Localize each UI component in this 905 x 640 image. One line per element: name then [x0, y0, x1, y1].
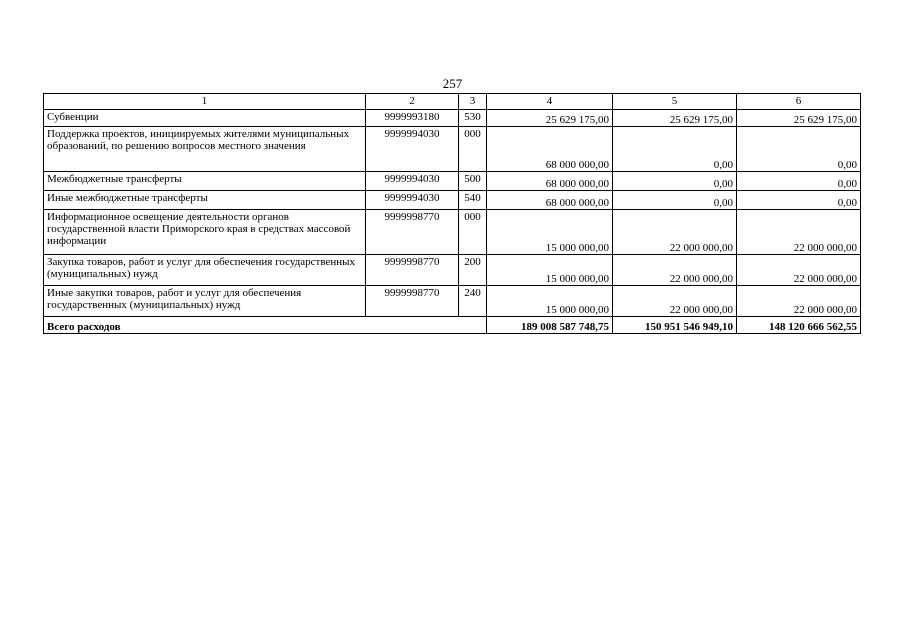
table-row [44, 255, 861, 286]
table-row [44, 191, 861, 210]
row-code: 9999994030 [366, 191, 459, 210]
total-value-3: 148 120 666 562,55 [737, 317, 861, 334]
column-header: 2 [366, 94, 459, 110]
row-value-2: 0,00 [613, 172, 737, 191]
row-value-3: 0,00 [737, 191, 861, 210]
row-code: 9999994030 [366, 127, 459, 172]
row-code: 9999998770 [366, 210, 459, 255]
row-value-2: 0,00 [613, 191, 737, 210]
row-type: 500 [459, 172, 487, 191]
row-code: 9999998770 [366, 255, 459, 286]
column-header: 4 [487, 94, 613, 110]
row-value-1: 68 000 000,00 [487, 127, 613, 172]
row-value-3: 22 000 000,00 [737, 286, 861, 317]
row-name: Иные закупки товаров, работ и услуг для обеспечения государственных (муниципальных) нужд [44, 286, 366, 317]
row-name: Поддержка проектов, инициируемых жителями муниципальных образований, по решению вопросов местного значения [44, 127, 366, 172]
page-number: 257 [442, 76, 463, 91]
row-name: Закупка товаров, работ и услуг для обеспечения государственных (муниципальных) нужд [44, 255, 366, 286]
budget-table [43, 93, 861, 334]
column-header: 5 [613, 94, 737, 110]
row-value-1: 15 000 000,00 [487, 286, 613, 317]
row-value-1: 68 000 000,00 [487, 172, 613, 191]
table-row [44, 110, 861, 127]
row-value-2: 22 000 000,00 [613, 255, 737, 286]
table-row [44, 286, 861, 317]
total-label: Всего расходов [44, 317, 487, 334]
row-name: Информационное освещение деятельности органов государственной власти Приморского края в средствах массовой информации [44, 210, 366, 255]
row-value-2: 0,00 [613, 127, 737, 172]
row-value-3: 25 629 175,00 [737, 110, 861, 127]
row-type: 200 [459, 255, 487, 286]
total-value-2: 150 951 546 949,10 [613, 317, 737, 334]
row-value-1: 68 000 000,00 [487, 191, 613, 210]
row-value-1: 15 000 000,00 [487, 210, 613, 255]
row-value-3: 22 000 000,00 [737, 255, 861, 286]
table-row [44, 127, 861, 172]
row-value-1: 15 000 000,00 [487, 255, 613, 286]
row-value-2: 22 000 000,00 [613, 210, 737, 255]
column-header: 6 [737, 94, 861, 110]
row-name: Иные межбюджетные трансферты [44, 191, 366, 210]
row-type: 000 [459, 210, 487, 255]
table-row [44, 172, 861, 191]
column-header: 3 [459, 94, 487, 110]
total-row [44, 317, 861, 334]
column-header: 1 [44, 94, 366, 110]
row-type: 000 [459, 127, 487, 172]
row-type: 540 [459, 191, 487, 210]
row-code: 9999994030 [366, 172, 459, 191]
row-value-2: 25 629 175,00 [613, 110, 737, 127]
total-value-1: 189 008 587 748,75 [487, 317, 613, 334]
row-value-3: 22 000 000,00 [737, 210, 861, 255]
row-value-3: 0,00 [737, 172, 861, 191]
row-value-2: 22 000 000,00 [613, 286, 737, 317]
table-row [44, 210, 861, 255]
row-type: 240 [459, 286, 487, 317]
row-code: 9999998770 [366, 286, 459, 317]
row-value-3: 0,00 [737, 127, 861, 172]
row-code: 9999993180 [366, 110, 459, 127]
row-type: 530 [459, 110, 487, 127]
table-header-row [44, 94, 861, 110]
row-name: Субвенции [44, 110, 366, 127]
row-value-1: 25 629 175,00 [487, 110, 613, 127]
row-name: Межбюджетные трансферты [44, 172, 366, 191]
